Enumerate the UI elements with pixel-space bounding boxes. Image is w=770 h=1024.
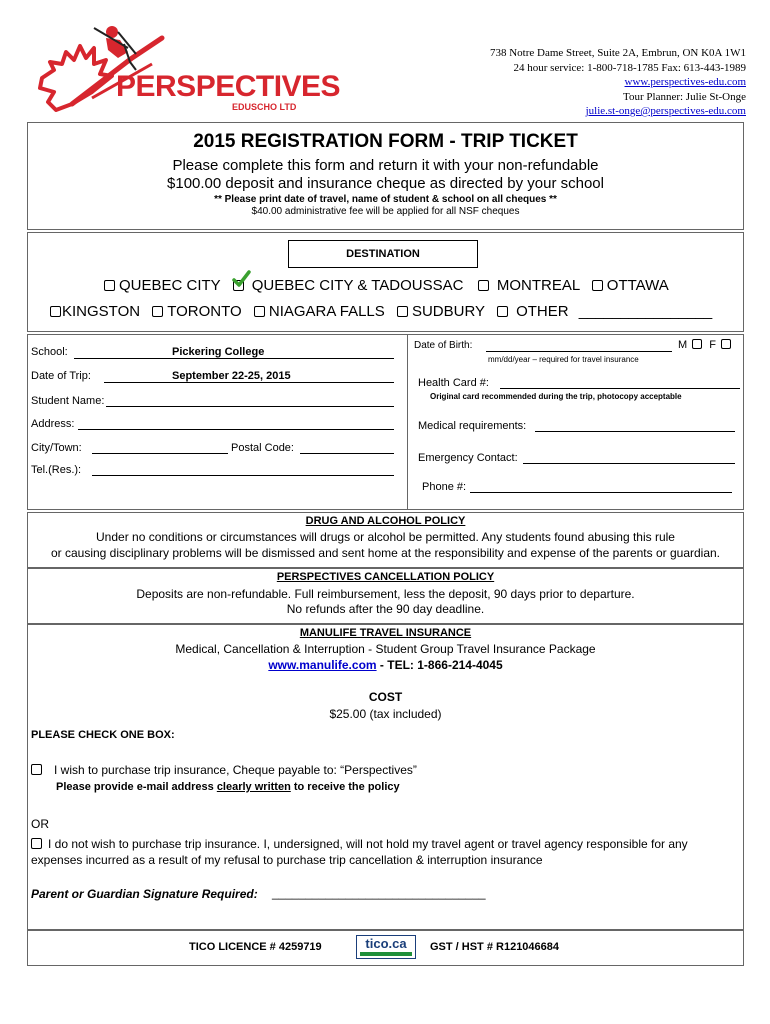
cancellation-text	[27, 571, 744, 616]
checkbox-toronto[interactable]	[152, 306, 163, 317]
medical-field[interactable]	[535, 431, 735, 432]
website-link[interactable]: www.perspectives-edu.com	[624, 76, 746, 88]
health-field[interactable]	[500, 388, 740, 389]
cost-label: COST	[368, 690, 403, 704]
insurance-header: MANULIFE TRAVEL INSURANCE Medical, Cancellation & Interruption - Student Group Travel Insurance Package www.manulife.com - TEL: 1-866-214-4045 COST $25.00 (tax included)	[27, 627, 744, 721]
insurance-no-option-line-2: expenses incurred as a result of my refusal to purchase trip cancellation & interruption insurance	[31, 853, 543, 867]
insurance-tel-label: TEL	[387, 658, 410, 672]
dest-kingston[interactable]: KINGSTON	[50, 303, 140, 320]
postal-field[interactable]	[300, 453, 394, 454]
cancellation-title: PERSPECTIVES CANCELLATION POLICY	[276, 571, 495, 583]
column-divider	[407, 334, 408, 510]
contact-planner: Tour Planner: Julie St-Onge	[623, 90, 746, 103]
tico-licence: TICO LICENCE # 4259719	[189, 941, 322, 953]
logo-name: PERSPECTIVES	[116, 70, 341, 103]
insurance-subtitle: Medical, Cancellation & Interruption - Student Group Travel Insurance Package	[175, 642, 596, 656]
phone-label: Phone #:	[422, 481, 467, 493]
form-title: 2015 REGISTRATION FORM - TRIP TICKET	[193, 131, 578, 152]
address-label: Address:	[31, 418, 75, 430]
cancellation-line-1: Deposits are non-refundable. Full reimbursement, less the deposit, 90 days prior to departure.	[136, 587, 635, 601]
signature-label: Parent or Guardian Signature Required:	[31, 887, 258, 901]
gst-number: GST / HST # R121046684	[430, 941, 560, 953]
dob-hint: mm/dd/year – required for travel insurance	[488, 355, 639, 364]
contact-block	[490, 46, 746, 119]
medical-label: Medical requirements:	[418, 420, 527, 432]
checkmark-icon	[231, 269, 251, 289]
dest-montreal[interactable]: MONTREAL	[478, 277, 580, 294]
tel-label: Tel.(Res.):	[31, 464, 82, 476]
contact-service: 24 hour service: 1-800-718-1785 Fax: 613-443-1989	[513, 61, 746, 74]
or-label: OR	[31, 817, 49, 831]
emergency-label: Emergency Contact:	[418, 452, 518, 464]
dest-other[interactable]: OTHER	[497, 303, 569, 320]
signature-field[interactable]: ________________________________	[272, 886, 486, 900]
nsf-note: $40.00 administrative fee will be applied for all NSF cheques	[251, 206, 520, 217]
checkbox-insurance-no[interactable]	[31, 838, 42, 849]
checkbox-male[interactable]	[692, 339, 702, 349]
student-name-label: Student Name:	[31, 395, 105, 407]
city-label: City/Town:	[31, 442, 82, 454]
checkbox-female[interactable]	[721, 339, 731, 349]
emergency-field[interactable]	[523, 463, 735, 464]
logo-sub: EDUSCHO LTD	[232, 102, 297, 112]
phone-field[interactable]	[470, 492, 732, 493]
city-field[interactable]	[92, 453, 228, 454]
email-instruction: Please provide e-mail address clearly written to receive the policy	[56, 781, 400, 793]
school-value[interactable]: Pickering College	[172, 346, 265, 358]
dest-quebec-tadoussac[interactable]: QUEBEC CITY & TADOUSSAC	[233, 277, 464, 294]
health-note: Original card recommended during the trip, photocopy acceptable	[430, 392, 682, 401]
dob-field[interactable]	[486, 351, 672, 352]
date-label: Date of Trip:	[31, 370, 91, 382]
date-value[interactable]: September 22-25, 2015	[172, 370, 291, 382]
tel-field[interactable]	[92, 475, 394, 476]
sex-selector: M F	[678, 339, 735, 351]
school-label: School:	[31, 346, 68, 358]
contact-address: 738 Notre Dame Street, Suite 2A, Embrun, ON K0A 1W1	[489, 47, 746, 59]
checkbox-kingston[interactable]	[50, 306, 61, 317]
checkbox-other[interactable]	[497, 306, 508, 317]
dest-sudbury[interactable]: SUDBURY	[397, 303, 485, 320]
check-one-label: PLEASE CHECK ONE BOX:	[31, 729, 175, 741]
dob-label: Date of Birth:	[414, 340, 473, 351]
checkbox-insurance-yes[interactable]	[31, 764, 42, 775]
title-box	[27, 122, 744, 230]
destination-label: DESTINATION	[288, 240, 478, 268]
address-field[interactable]	[78, 429, 394, 430]
checkbox-niagara-falls[interactable]	[254, 306, 265, 317]
cancellation-line-2: No refunds after the 90 day deadline.	[286, 602, 485, 616]
insurance-yes-option[interactable]: I wish to purchase trip insurance, Cheque payable to: “Perspectives”	[31, 763, 417, 777]
student-name-field[interactable]	[106, 406, 394, 407]
drug-policy-text	[27, 515, 744, 560]
checkbox-ottawa[interactable]	[592, 280, 603, 291]
checkbox-montreal[interactable]	[478, 280, 489, 291]
insurance-no-option[interactable]: I do not wish to purchase trip insurance. I, undersigned, will not hold my travel agent or travel agency responsible for any	[31, 837, 688, 851]
email-link[interactable]: julie.st-onge@perspectives-edu.com	[585, 105, 746, 117]
cost-value: $25.00 (tax included)	[329, 707, 442, 721]
print-note: ** Please print date of travel, name of student & school on all cheques **	[214, 194, 557, 205]
form-intro-2: $100.00 deposit and insurance cheque as directed by your school	[167, 175, 604, 192]
drug-policy-line-2: or causing disciplinary problems will be dismissed and sent home at the responsibility and expense of the parents or guardian.	[50, 546, 721, 560]
checkbox-sudbury[interactable]	[397, 306, 408, 317]
dest-ottawa[interactable]: OTTAWA	[592, 277, 669, 294]
dest-toronto[interactable]: TORONTO	[152, 303, 241, 320]
drug-policy-title: DRUG AND ALCOHOL POLICY	[305, 515, 466, 527]
dest-quebec-city[interactable]: QUEBEC CITY	[104, 277, 220, 294]
dest-niagara-falls[interactable]: NIAGARA FALLS	[254, 303, 385, 320]
destination-row-1	[104, 277, 669, 294]
drug-policy-line-1: Under no conditions or circumstances will drugs or alcohol be permitted. Any students found abusing this rule	[96, 530, 675, 544]
insurance-tel-value: : 1-866-214-4045	[409, 658, 503, 672]
checkbox-quebec-city[interactable]	[104, 280, 115, 291]
health-label: Health Card #:	[418, 377, 489, 389]
insurance-title: MANULIFE TRAVEL INSURANCE	[299, 627, 472, 639]
company-logo	[32, 18, 341, 118]
manulife-link[interactable]: www.manulife.com	[268, 658, 377, 672]
other-blank[interactable]: ________________	[578, 303, 713, 320]
form-intro-1: Please complete this form and return it with your non-refundable	[172, 157, 599, 174]
postal-label: Postal Code:	[231, 442, 294, 454]
tico-logo: tico.ca	[356, 935, 416, 959]
destination-row-2	[50, 303, 712, 320]
